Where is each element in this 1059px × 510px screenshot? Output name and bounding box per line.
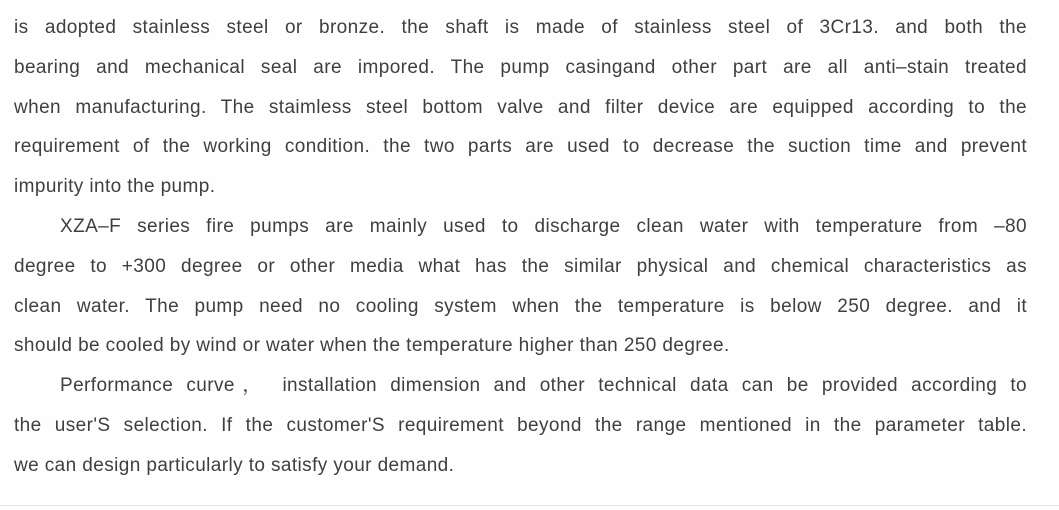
text-line: bearing and mechanical seal are impored. The pump casingand other part are all anti–stain treated	[14, 56, 1027, 78]
text-line: the user'S selection. If the customer'S requirement beyond the range mentioned in the parameter table.	[14, 414, 1027, 436]
paragraph-3	[14, 366, 1027, 485]
text-line: impurity into the pump.	[14, 176, 216, 198]
body-text	[14, 8, 1027, 486]
text-line: is adopted stainless steel or bronze. the shaft is made of stainless steel of 3Cr13. and both the	[14, 17, 1027, 38]
paragraph-2	[14, 207, 1027, 366]
text-line: when manufacturing. The staimless steel bottom valve and filter device are equipped according to the	[14, 96, 1027, 118]
text-line: XZA–F series fire pumps are mainly used to discharge clean water with temperature from –80	[60, 215, 1027, 237]
bottom-divider	[0, 505, 1059, 506]
text-line: Performance curve， installation dimension and other technical data can be provided according to	[60, 375, 1027, 397]
text-line: should be cooled by wind or water when the temperature higher than 250 degree.	[14, 335, 730, 357]
text-line: we can design particularly to satisfy your demand.	[14, 454, 455, 476]
text-line: clean water. The pump need no cooling system when the temperature is below 250 degree. and it	[14, 295, 1027, 317]
text-line: degree to +300 degree or other media what has the similar physical and chemical characteristics as	[14, 255, 1027, 277]
text-line: requirement of the working condition. the two parts are used to decrease the suction time and prevent	[14, 136, 1027, 158]
paragraph-1	[14, 8, 1027, 207]
